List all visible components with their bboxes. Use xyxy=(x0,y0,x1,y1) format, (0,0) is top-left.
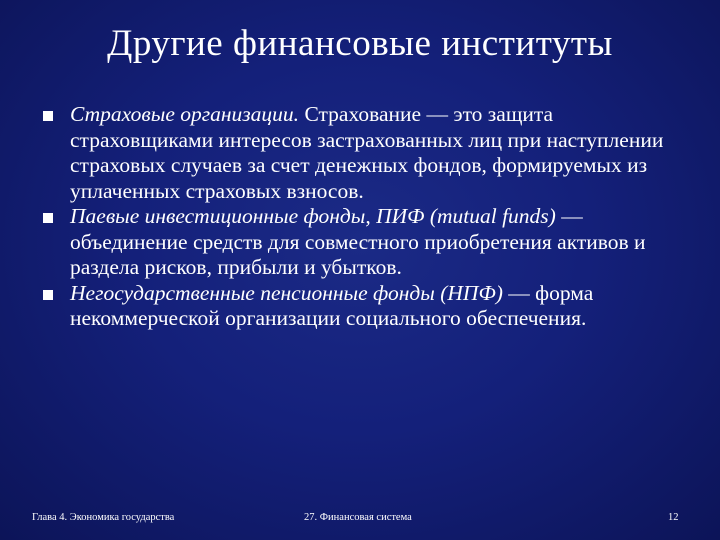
square-bullet-icon xyxy=(43,111,53,121)
bullet-list xyxy=(40,102,680,332)
bullet-text: — объединение средств для совместного приобретения активов и раздела рисков, прибыли и убытков. xyxy=(70,204,646,279)
bullet-item-mutual-funds xyxy=(40,204,680,281)
bullet-text: Страхование — это защита страховщиками интересов застрахованных лиц при наступлении страховых случаев за счет денежных фондов, формируемых из уплаченных страховых взносов. xyxy=(70,102,664,203)
page-number: 12 xyxy=(668,512,679,523)
footer-section: 27. Финансовая система xyxy=(304,512,412,523)
bullet-item-pension-funds xyxy=(40,281,680,332)
bullet-term: Негосударственные пенсионные фонды (НПФ) xyxy=(70,280,503,305)
bullet-item-insurance xyxy=(40,102,680,204)
bullet-term: Паевые инвестиционные фонды, ПИФ (mutual funds) xyxy=(70,204,556,228)
square-bullet-icon xyxy=(43,290,53,300)
bullet-term: Страховые организации. xyxy=(70,102,300,126)
bullet-text: — форма некоммерческой организации социального обеспечения. xyxy=(70,280,594,330)
square-bullet-icon xyxy=(43,213,53,223)
slide-title: Другие финансовые институты xyxy=(107,23,613,64)
footer-chapter: Глава 4. Экономика государства xyxy=(32,512,175,523)
